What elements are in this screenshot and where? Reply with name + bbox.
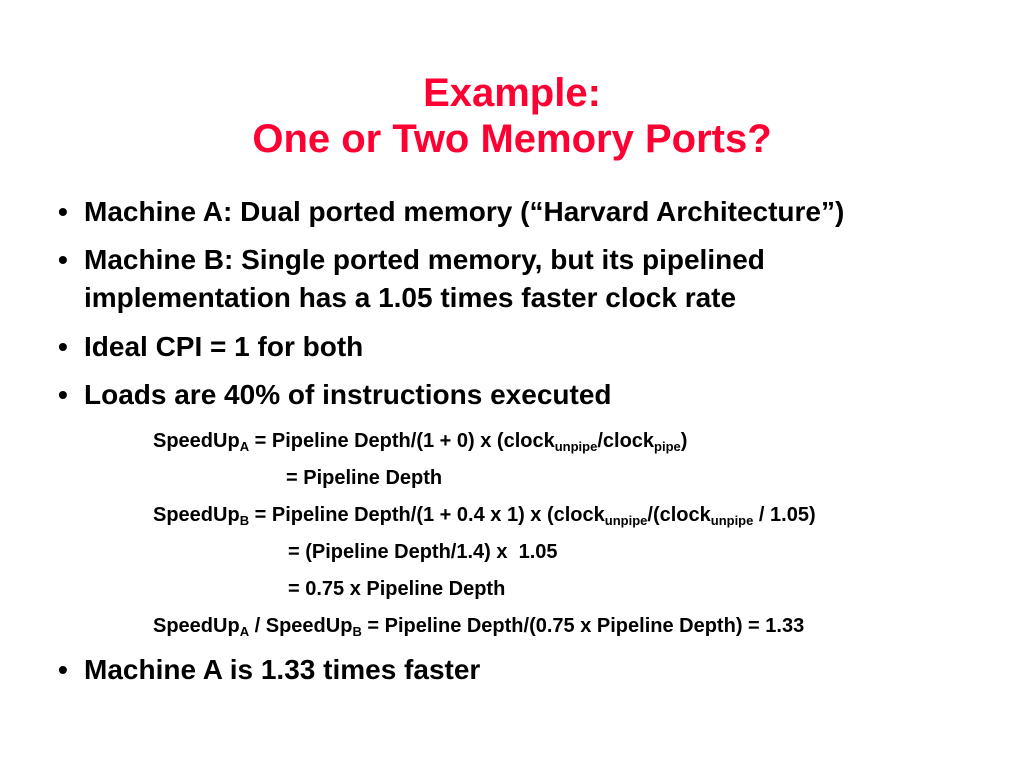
equation-speedup-a-result: = Pipeline Depth — [286, 467, 443, 489]
bullet-icon: • — [58, 196, 68, 227]
bullet-text-line-2: implementation has a 1.05 times faster clock rate — [84, 282, 737, 313]
bullet-icon: • — [58, 331, 68, 362]
bullet-text: Machine A is 1.33 times faster — [84, 654, 481, 685]
bullet-text: Machine A: Dual ported memory (“Harvard Architecture”) — [84, 196, 845, 227]
bullet-text: Ideal CPI = 1 for both — [84, 331, 364, 362]
title-line-1: Example: — [423, 71, 601, 115]
equation-speedup-b-step: = (Pipeline Depth/1.4) x 1.05 — [288, 541, 558, 563]
bullet-text: Loads are 40% of instructions executed — [84, 379, 612, 410]
bullet-icon: • — [58, 654, 68, 685]
equation-speedup-b: SpeedUp$_B$ = Pipeline Depth/(1 + 0.4 x 1) x (clock$_{unpipe}$/(clock$_{unpipe}$ / 1.05) — [153, 504, 816, 528]
title-line-2: One or Two Memory Ports? — [252, 117, 772, 161]
bullet-icon: • — [58, 244, 68, 275]
bullet-text-line-1: Machine B: Single ported memory, but its pipelined — [84, 244, 765, 275]
equation-speedup-a: SpeedUp$_A$ = Pipeline Depth/(1 + 0) x (clock$_{unpipe}$/clock$_{pipe}$) — [153, 430, 688, 454]
equation-speedup-ratio: SpeedUp$_A$ / SpeedUp$_B$ = Pipeline Depth/(0.75 x Pipeline Depth) = 1.33 — [153, 615, 805, 639]
equation-speedup-b-result: = 0.75 x Pipeline Depth — [288, 578, 506, 600]
slide-title — [0, 70, 1024, 162]
bullet-icon: • — [58, 379, 68, 410]
